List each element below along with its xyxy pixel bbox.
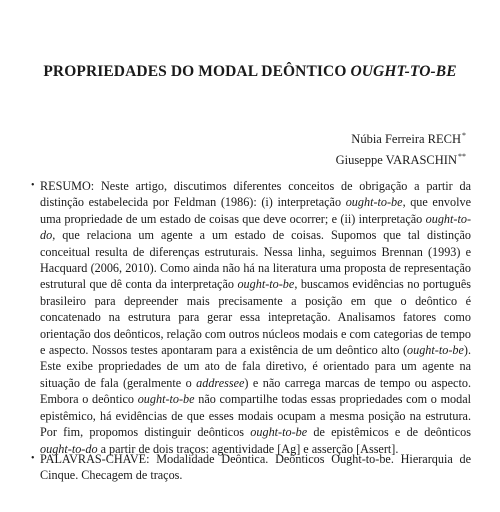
author-2-name: Giuseppe VARASCHIN <box>335 153 457 167</box>
abstract-segment: , que envolve uma propriedade de um estado de coisas que deve ocorrer; e (ii) interpretação <box>40 195 471 226</box>
author-1-footnote-mark: * <box>462 131 466 140</box>
abstract-term: ought-to-do <box>40 211 471 243</box>
abstract-term: ought-to-be <box>407 343 464 358</box>
abstract-segment: ). Este exibe propriedades de um ato de fala diretivo, é orientado para um agente na situação de fala (geralmente o <box>40 343 471 390</box>
keywords-text <box>31 451 471 484</box>
abstract-segment: , buscamos evidências no português brasileiro para depreender mais precisamente a posição em que o deôntico é concatenado na estrutura para gerar essa intepretação. Analisamos fatores como orientação dos deônticos, relação com outros núcleos modais e com categorias de tempo e aspecto. Nossos testes apontaram para a existência de um deôntico alto ( <box>40 277 471 358</box>
author-list <box>336 127 466 169</box>
abstract-term: ought-to-be <box>137 392 195 407</box>
author-1-name: Núbia Ferreira RECH <box>351 132 461 146</box>
abstract-text <box>31 178 471 457</box>
abstract-segment: ) e não carrega marcas de tempo ou aspecto. Embora o deôntico <box>40 375 471 407</box>
abstract-label: RESUMO: <box>40 179 95 193</box>
abstract-segment: , que relaciona um agente a um estado de coisas. Supomos que tal distinção conceitual resulta de diferenças estruturais. Nessa linha, seguimos Brennan (1993) e Hacquard (2006, 2010). Como ainda não há na literatura uma proposta de representação estrutural que dê conta da interpretação <box>40 228 471 292</box>
bullet-icon: • <box>31 180 35 191</box>
abstract-term: ought-to-do <box>40 441 98 456</box>
abstract-term: ought-to-be <box>345 195 403 210</box>
abstract-term: ought-to-be <box>237 277 295 292</box>
author-1 <box>336 127 466 148</box>
abstract-term: addressee <box>196 375 245 390</box>
keywords-section <box>31 451 471 484</box>
paper-title <box>0 63 500 81</box>
abstract-section <box>31 178 471 457</box>
abstract-segment: a partir de dois traços: agentividade [Ag] e asserção [Assert]. <box>100 441 399 456</box>
author-2-footnote-mark: ** <box>458 152 466 161</box>
author-2 <box>336 148 466 169</box>
keywords-list: Modalidade Deôntica. Deônticos Ought-to-be. Hierarquia de Cinque. Checagem de traços. <box>40 452 472 483</box>
abstract-segment: de epistêmicos e de deônticos <box>313 425 472 440</box>
abstract-segment: Neste artigo, discutimos diferentes conceitos de obrigação a partir da distinção estabelecida por Feldman (1986): (i) interpretação <box>40 179 472 210</box>
title-italic: OUGHT-TO-BE <box>350 63 457 80</box>
abstract-term: ought-to-be <box>250 425 308 440</box>
bullet-icon: • <box>31 453 35 464</box>
title-main: PROPRIEDADES DO MODAL DEÔNTICO <box>43 63 347 80</box>
abstract-segment: não compartilhe todas essas propriedades com o modal epistêmico, há evidências de que esses modais ocupam a mesma posição na estrutura. Por fim, propomos distinguir deônticos <box>40 392 472 440</box>
keywords-label: PALAVRAS-CHAVE: <box>40 452 150 466</box>
